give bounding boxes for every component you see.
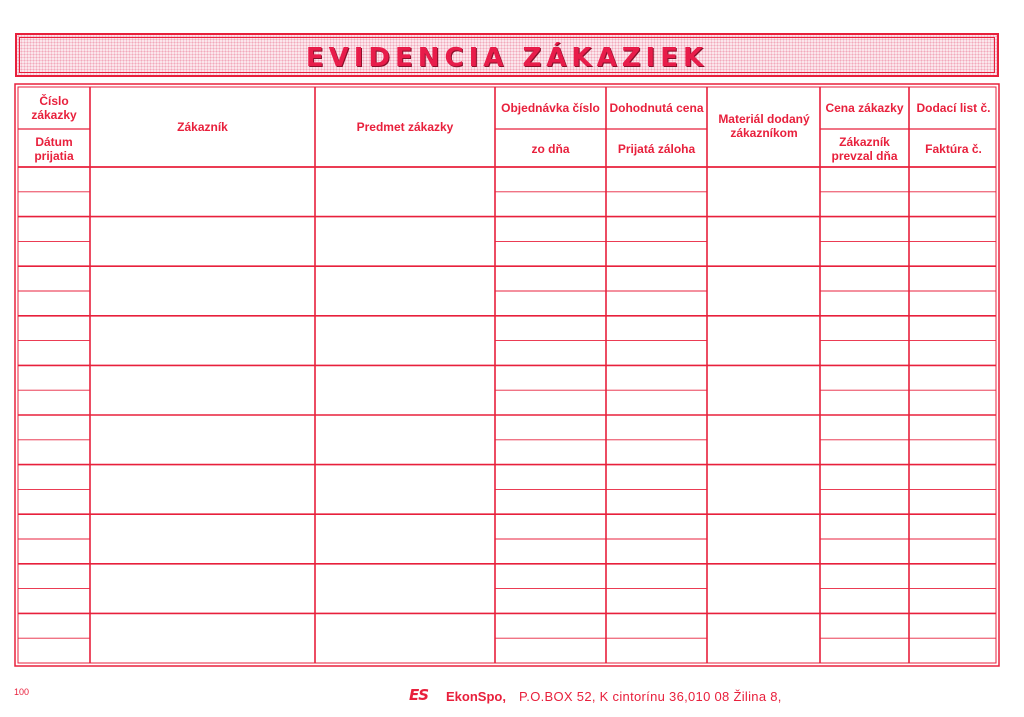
header-prijata-zaloha: Prijatá záloha — [617, 141, 696, 156]
header-cena-zakazky: Cena zákazky — [825, 101, 904, 115]
header-objednavka-cislo: Objednávka číslo — [501, 101, 600, 115]
header-zo-dna: zo dňa — [531, 141, 570, 156]
header-material-dodany: Materiál dodaný zákazníkom — [718, 112, 810, 140]
header-dodaci-list: Dodací list č. — [916, 101, 991, 115]
header-datum-prijatia: Dátum prijatia — [34, 134, 74, 163]
header-zakaznik-prevzal: Zákazník prevzal dňa — [831, 134, 898, 163]
table-inner-border — [18, 87, 996, 663]
form-title: EVIDENCIA ZÁKAZIEK — [305, 43, 709, 73]
header-zakaznik: Zákazník — [177, 119, 228, 134]
ekonspo-logo: ES — [409, 686, 429, 704]
header-predmet-zakazky: Predmet zákazky — [356, 119, 454, 134]
header-faktura: Faktúra č. — [925, 141, 982, 156]
header-dohodnuta-cena: Dohodnutá cena — [609, 101, 704, 115]
table-outer-border — [15, 84, 999, 666]
footer-address: P.O.BOX 52, K cintorínu 36,010 08 Žilina 8, — [519, 689, 782, 704]
page-number: 100 — [14, 687, 30, 697]
header-cislo-zakazky: Číslo zákazky — [31, 94, 77, 122]
footer-company: EkonSpo, — [446, 689, 506, 704]
